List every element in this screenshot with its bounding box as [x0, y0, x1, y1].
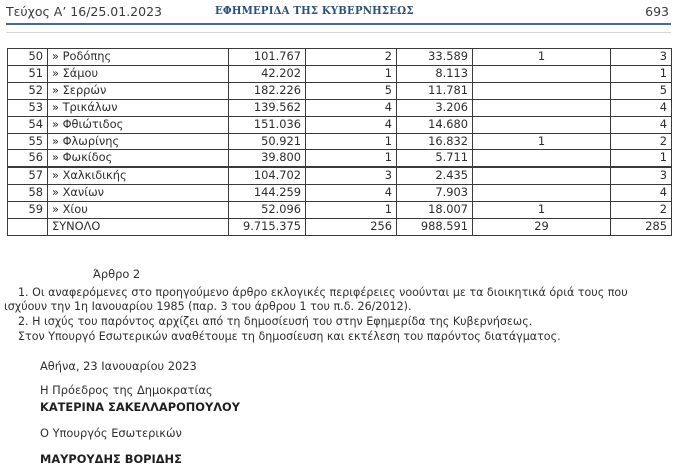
- seats-cell: 4: [306, 99, 397, 116]
- seats-cell: 3: [306, 167, 397, 184]
- president-title: Η Πρόεδρος της Δημοκρατίας: [40, 383, 213, 397]
- total-seats-cell: 1: [611, 150, 672, 167]
- article-heading: Άρθρο 2: [93, 267, 141, 281]
- header-rule: [6, 23, 671, 25]
- issue-label: Τεύχος Α’ 16/25.01.2023: [6, 4, 162, 19]
- extra-seats-cell: 1: [473, 49, 611, 66]
- seats-cell: 1: [306, 150, 397, 167]
- constituency-name-cell: » Χανίων: [48, 185, 229, 202]
- seats-cell: 256: [306, 219, 397, 236]
- extra-seats-cell: [473, 99, 611, 116]
- extra-seats-cell: [473, 167, 611, 184]
- table-row: [8, 82, 672, 99]
- article-paragraph-3: Στον Υπουργό Εσωτερικών αναθέτουμε τη δημοσίευση και εκτέλεση του παρόντος διατάγματος.: [18, 330, 561, 343]
- total-seats-cell: 2: [611, 202, 672, 219]
- population-cell: 104.702: [229, 167, 306, 184]
- place-date: Αθήνα, 23 Ιανουαρίου 2023: [40, 359, 197, 373]
- gazette-title: ΕΦΗΜΕΡΙΔΑ ΤΗΣ ΚΥΒΕΡΝΗΣΕΩΣ: [215, 4, 414, 17]
- total-seats-cell: 5: [611, 82, 672, 99]
- total-seats-cell: 4: [611, 116, 672, 133]
- extra-seats-cell: [473, 116, 611, 133]
- remainder-cell: 3.206: [397, 99, 473, 116]
- row-number-cell: 57: [8, 167, 48, 184]
- total-seats-cell: 3: [611, 167, 672, 184]
- remainder-cell: 2.435: [397, 167, 473, 184]
- row-number-cell: 53: [8, 99, 48, 116]
- constituency-name-cell: » Ροδόπης: [48, 49, 229, 66]
- row-number-cell: 56: [8, 150, 48, 167]
- constituency-name-cell: » Φθιώτιδος: [48, 116, 229, 133]
- table-row: [8, 65, 672, 82]
- seats-cell: 5: [306, 82, 397, 99]
- remainder-cell: 11.781: [397, 82, 473, 99]
- row-number-cell: 58: [8, 185, 48, 202]
- population-cell: 139.562: [229, 99, 306, 116]
- table-row: [8, 150, 672, 167]
- remainder-cell: 18.007: [397, 202, 473, 219]
- table-row: [8, 116, 672, 133]
- minister-name: ΜΑΥΡΟΥΔΗΣ ΒΟΡΙΔΗΣ: [40, 452, 182, 466]
- population-cell: 144.259: [229, 185, 306, 202]
- constituency-table: [7, 48, 672, 236]
- table-row: [8, 167, 672, 184]
- population-cell: 42.202: [229, 65, 306, 82]
- constituency-name-cell: ΣΥΝΟΛΟ: [48, 219, 229, 236]
- seats-cell: 2: [306, 49, 397, 66]
- row-number-cell: 50: [8, 49, 48, 66]
- seats-cell: 4: [306, 116, 397, 133]
- constituency-name-cell: » Σερρών: [48, 82, 229, 99]
- table-row: [8, 185, 672, 202]
- remainder-cell: 8.113: [397, 65, 473, 82]
- total-seats-cell: 4: [611, 99, 672, 116]
- total-seats-cell: 2: [611, 133, 672, 150]
- population-cell: 151.036: [229, 116, 306, 133]
- table-total-row: [8, 219, 672, 236]
- constituency-name-cell: » Φλωρίνης: [48, 133, 229, 150]
- constituency-name-cell: » Φωκίδος: [48, 150, 229, 167]
- article-paragraph-2: 2. Η ισχύς του παρόντος αρχίζει από τη δημοσίευσή του στην Εφημερίδα της Κυβερνήσεως.: [18, 315, 533, 328]
- extra-seats-cell: 1: [473, 202, 611, 219]
- row-number-cell: 51: [8, 65, 48, 82]
- row-number-cell: [8, 219, 48, 236]
- population-cell: 101.767: [229, 49, 306, 66]
- remainder-cell: 14.680: [397, 116, 473, 133]
- constituency-name-cell: » Σάμου: [48, 65, 229, 82]
- table-top-rule: [6, 32, 671, 33]
- row-number-cell: 54: [8, 116, 48, 133]
- seats-cell: 4: [306, 185, 397, 202]
- seats-cell: 1: [306, 133, 397, 150]
- extra-seats-cell: [473, 82, 611, 99]
- total-seats-cell: 3: [611, 49, 672, 66]
- total-seats-cell: 4: [611, 185, 672, 202]
- population-cell: 50.921: [229, 133, 306, 150]
- table-row: [8, 49, 672, 66]
- row-number-cell: 59: [8, 202, 48, 219]
- remainder-cell: 33.589: [397, 49, 473, 66]
- row-number-cell: 55: [8, 133, 48, 150]
- extra-seats-cell: [473, 150, 611, 167]
- remainder-cell: 988.591: [397, 219, 473, 236]
- constituency-name-cell: » Χαλκιδικής: [48, 167, 229, 184]
- row-number-cell: 52: [8, 82, 48, 99]
- minister-title: Ο Υπουργός Εσωτερικών: [40, 426, 182, 440]
- table-row: [8, 202, 672, 219]
- population-cell: 39.800: [229, 150, 306, 167]
- extra-seats-cell: 1: [473, 133, 611, 150]
- population-cell: 9.715.375: [229, 219, 306, 236]
- extra-seats-cell: 29: [473, 219, 611, 236]
- extra-seats-cell: [473, 65, 611, 82]
- remainder-cell: 5.711: [397, 150, 473, 167]
- population-cell: 182.226: [229, 82, 306, 99]
- seats-cell: 1: [306, 202, 397, 219]
- constituency-name-cell: » Χίου: [48, 202, 229, 219]
- total-seats-cell: 1: [611, 65, 672, 82]
- total-seats-cell: 285: [611, 219, 672, 236]
- remainder-cell: 7.903: [397, 185, 473, 202]
- table-row: [8, 133, 672, 150]
- constituency-name-cell: » Τρικάλων: [48, 99, 229, 116]
- page-number: 693: [645, 4, 669, 19]
- table-row: [8, 99, 672, 116]
- seats-cell: 1: [306, 65, 397, 82]
- extra-seats-cell: [473, 185, 611, 202]
- article-paragraph-1-line-1: 1. Οι αναφερόμενες στο προηγούμενο άρθρο εκλογικές περιφέρειες νοούνται με τα διοικητικά όριά τους που: [18, 286, 628, 299]
- president-name: ΚΑΤΕΡΙΝΑ ΣΑΚΕΛΛΑΡΟΠΟΥΛΟΥ: [40, 400, 240, 414]
- article-paragraph-1-line-2: ισχύουν την 1η Ιανουαρίου 1985 (παρ. 3 του άρθρου 1 του π.δ. 26/2012).: [4, 300, 412, 313]
- remainder-cell: 16.832: [397, 133, 473, 150]
- population-cell: 52.096: [229, 202, 306, 219]
